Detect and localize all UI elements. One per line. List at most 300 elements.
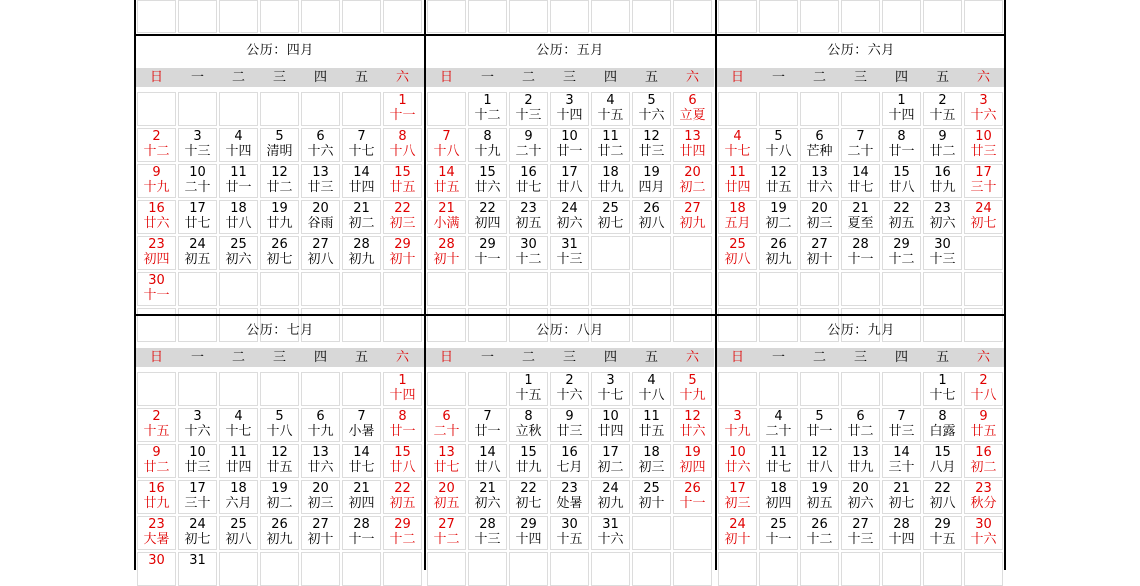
calendar-day-cell-empty (964, 0, 1003, 33)
lunar-date: 廿六 (806, 180, 833, 195)
calendar-day-cell (219, 236, 258, 270)
calendar-day-cell-empty (591, 272, 630, 306)
lunar-date: 十四 (225, 144, 252, 159)
day-number: 29 (934, 517, 951, 532)
calendar-day-cell-empty (964, 236, 1003, 270)
calendar-day-cell-empty (301, 552, 340, 586)
calendar-day-cell (137, 408, 176, 442)
calendar-day-cell-empty (509, 0, 548, 33)
lunar-date: 廿三 (970, 144, 997, 159)
day-number: 2 (152, 409, 161, 424)
calendar-day-cell (841, 128, 880, 162)
day-number: 8 (938, 409, 947, 424)
day-number: 14 (353, 165, 370, 180)
day-number: 27 (852, 517, 869, 532)
calendar-day-cell (219, 408, 258, 442)
weekday-header-row (136, 68, 424, 87)
calendar-day-cell (383, 236, 422, 270)
weekday-label: 二 (812, 350, 826, 365)
calendar-day-cell (509, 516, 548, 550)
lunar-date: 初九 (597, 496, 624, 511)
day-number: 26 (271, 517, 288, 532)
day-number: 22 (394, 481, 411, 496)
day-number: 30 (561, 517, 578, 532)
calendar-day-cell (882, 444, 921, 478)
day-number: 24 (561, 201, 578, 216)
lunar-date: 白露 (929, 424, 956, 439)
calendar-day-cell (468, 200, 507, 234)
calendar-day-cell (468, 128, 507, 162)
lunar-date: 初三 (724, 496, 751, 511)
calendar-day-cell-empty (178, 372, 217, 406)
weekday-label: 一 (771, 70, 785, 85)
day-number: 6 (688, 93, 697, 108)
calendar-day-cell (841, 200, 880, 234)
calendar-day-cell (673, 200, 712, 234)
lunar-date: 四月 (638, 180, 665, 195)
calendar-day-cell-empty (301, 272, 340, 306)
calendar-day-cell (800, 516, 839, 550)
lunar-date: 廿一 (556, 144, 583, 159)
calendar-day-cell (800, 444, 839, 478)
calendar-day-cell (673, 444, 712, 478)
lunar-date: 廿五 (266, 460, 293, 475)
calendar-day-cell (178, 128, 217, 162)
calendar-day-cell (632, 128, 671, 162)
calendar-day-cell (219, 444, 258, 478)
calendar-day-cell (342, 200, 381, 234)
weekday-label: 五 (935, 70, 949, 85)
calendar-day-cell (718, 128, 757, 162)
calendar-day-cell-empty (923, 552, 962, 586)
calendar-day-cell (468, 164, 507, 198)
lunar-date: 十六 (597, 532, 624, 547)
calendar-day-cell (137, 552, 176, 586)
lunar-date: 谷雨 (307, 216, 334, 231)
calendar-day-cell (841, 516, 880, 550)
calendar-day-cell (718, 164, 757, 198)
weekday-label: 日 (730, 70, 744, 85)
lunar-date: 初三 (638, 460, 665, 475)
calendar-day-cell (673, 372, 712, 406)
day-number: 26 (811, 517, 828, 532)
calendar-day-cell (841, 164, 880, 198)
lunar-date: 十九 (307, 424, 334, 439)
calendar-day-cell-empty (841, 272, 880, 306)
day-number: 18 (643, 445, 660, 460)
day-number: 2 (938, 93, 947, 108)
day-number: 1 (483, 93, 492, 108)
lunar-date: 十一 (474, 252, 501, 267)
calendar-day-cell (178, 444, 217, 478)
day-number: 19 (271, 201, 288, 216)
calendar-day-cell (550, 372, 589, 406)
lunar-date: 廿八 (225, 216, 252, 231)
weekday-label: 日 (439, 350, 453, 365)
calendar-day-cell-empty (841, 552, 880, 586)
day-number: 15 (479, 165, 496, 180)
lunar-date: 十九 (143, 180, 170, 195)
day-number: 26 (684, 481, 701, 496)
calendar-day-cell-empty (342, 552, 381, 586)
calendar-day-cell (841, 444, 880, 478)
lunar-date: 十二 (143, 144, 170, 159)
day-number: 1 (524, 373, 533, 388)
lunar-date: 廿五 (765, 180, 792, 195)
lunar-date: 廿五 (970, 424, 997, 439)
calendar-day-cell (468, 444, 507, 478)
calendar-day-cell (964, 128, 1003, 162)
day-number: 27 (312, 517, 329, 532)
day-number: 5 (688, 373, 697, 388)
day-number: 10 (602, 409, 619, 424)
lunar-date: 廿三 (184, 460, 211, 475)
calendar-day-cell (882, 92, 921, 126)
calendar-day-cell (301, 408, 340, 442)
day-number: 19 (684, 445, 701, 460)
calendar-day-cell (718, 200, 757, 234)
day-number: 29 (479, 237, 496, 252)
lunar-date: 廿二 (143, 460, 170, 475)
day-number: 25 (230, 517, 247, 532)
lunar-date: 三十 (970, 180, 997, 195)
lunar-date: 廿三 (638, 144, 665, 159)
lunar-date: 廿九 (847, 460, 874, 475)
lunar-date: 三十 (184, 496, 211, 511)
lunar-date: 十九 (679, 388, 706, 403)
calendar-day-cell (260, 408, 299, 442)
day-number: 23 (561, 481, 578, 496)
day-number: 8 (398, 129, 407, 144)
lunar-date: 初八 (929, 496, 956, 511)
lunar-date: 廿七 (184, 216, 211, 231)
day-number: 10 (729, 445, 746, 460)
calendar-day-cell (759, 164, 798, 198)
day-number: 8 (398, 409, 407, 424)
day-number: 16 (934, 165, 951, 180)
day-number: 14 (438, 165, 455, 180)
calendar-day-cell (882, 516, 921, 550)
weekday-label: 三 (562, 70, 576, 85)
day-number: 9 (938, 129, 947, 144)
calendar-day-cell-empty (800, 552, 839, 586)
lunar-date: 廿五 (638, 424, 665, 439)
calendar-day-cell-empty (964, 552, 1003, 586)
day-number: 30 (934, 237, 951, 252)
calendar-day-cell (178, 164, 217, 198)
calendar-day-cell (301, 480, 340, 514)
day-number: 27 (811, 237, 828, 252)
day-number: 11 (230, 445, 247, 460)
lunar-date: 十一 (143, 288, 170, 303)
calendar-day-cell (591, 128, 630, 162)
day-number: 27 (684, 201, 701, 216)
calendar-day-cell (260, 444, 299, 478)
calendar-day-cell (427, 164, 466, 198)
calendar-day-cell-empty (383, 272, 422, 306)
month-title: 公历：六月 (827, 43, 895, 58)
lunar-date: 廿六 (143, 216, 170, 231)
calendar-day-cell (427, 200, 466, 234)
calendar-day-cell (509, 372, 548, 406)
lunar-date: 十八 (389, 144, 416, 159)
lunar-date: 初六 (556, 216, 583, 231)
lunar-date: 廿四 (724, 180, 751, 195)
day-number: 7 (357, 409, 366, 424)
calendar-day-cell-empty (800, 0, 839, 33)
day-number: 23 (148, 237, 165, 252)
lunar-date: 十二 (515, 252, 542, 267)
day-number: 7 (357, 129, 366, 144)
calendar-day-cell (632, 164, 671, 198)
frame-horizontal-line (134, 314, 1006, 316)
lunar-date: 初八 (638, 216, 665, 231)
calendar-day-cell-empty (260, 372, 299, 406)
calendar-day-cell-empty (468, 272, 507, 306)
calendar-day-cell (882, 128, 921, 162)
day-number: 9 (152, 165, 161, 180)
calendar-day-cell-empty (673, 516, 712, 550)
day-number: 6 (442, 409, 451, 424)
weekday-label: 四 (603, 70, 617, 85)
day-number: 28 (353, 517, 370, 532)
day-number: 16 (148, 201, 165, 216)
calendar-day-cell (509, 164, 548, 198)
calendar-day-cell-empty (383, 0, 422, 33)
day-number: 13 (852, 445, 869, 460)
calendar-day-cell (219, 480, 258, 514)
calendar-day-cell-empty (718, 372, 757, 406)
calendar-day-cell-empty (427, 272, 466, 306)
calendar-day-cell (964, 480, 1003, 514)
day-number: 21 (438, 201, 455, 216)
calendar-day-cell-empty (427, 92, 466, 126)
lunar-date: 十九 (474, 144, 501, 159)
lunar-date: 二十 (515, 144, 542, 159)
lunar-date: 初四 (474, 216, 501, 231)
lunar-date: 廿二 (929, 144, 956, 159)
calendar-day-cell-empty (178, 0, 217, 33)
weekday-label: 四 (894, 70, 908, 85)
lunar-date: 廿七 (765, 460, 792, 475)
day-number: 13 (312, 165, 329, 180)
calendar-day-cell-empty (219, 552, 258, 586)
calendar-day-cell (841, 480, 880, 514)
lunar-date: 十四 (888, 532, 915, 547)
month-title: 公历：四月 (246, 43, 314, 58)
day-number: 1 (938, 373, 947, 388)
calendar-day-cell (964, 164, 1003, 198)
calendar-day-cell (427, 444, 466, 478)
calendar-day-cell (383, 372, 422, 406)
day-number: 21 (353, 201, 370, 216)
day-number: 3 (733, 409, 742, 424)
calendar-day-cell (759, 444, 798, 478)
calendar-day-cell-empty (260, 92, 299, 126)
lunar-date: 廿七 (433, 460, 460, 475)
weekday-label: 二 (812, 70, 826, 85)
lunar-date: 初九 (765, 252, 792, 267)
calendar-day-cell (137, 516, 176, 550)
calendar-day-cell-empty (342, 272, 381, 306)
day-number: 12 (643, 129, 660, 144)
weekday-label: 一 (190, 350, 204, 365)
calendar-day-cell-empty (427, 552, 466, 586)
calendar-day-cell (800, 200, 839, 234)
day-number: 18 (729, 201, 746, 216)
day-number: 29 (394, 237, 411, 252)
lunar-date: 廿五 (389, 180, 416, 195)
calendar-day-cell (383, 444, 422, 478)
weekday-label: 二 (231, 70, 245, 85)
calendar-day-cell (632, 408, 671, 442)
lunar-date: 十五 (143, 424, 170, 439)
calendar-day-cell-empty (673, 0, 712, 33)
lunar-date: 廿一 (389, 424, 416, 439)
lunar-date: 十二 (433, 532, 460, 547)
day-number: 11 (643, 409, 660, 424)
calendar-day-cell (591, 480, 630, 514)
calendar-day-cell (718, 480, 757, 514)
calendar-day-cell (632, 444, 671, 478)
day-number: 23 (520, 201, 537, 216)
lunar-date: 廿八 (389, 460, 416, 475)
day-number: 22 (394, 201, 411, 216)
month-title: 公历：七月 (246, 323, 314, 338)
lunar-date: 初七 (515, 496, 542, 511)
day-number: 30 (148, 273, 165, 288)
calendar-day-cell-empty (342, 92, 381, 126)
lunar-date: 廿九 (597, 180, 624, 195)
calendar-day-cell-empty (759, 0, 798, 33)
lunar-date: 十五 (929, 108, 956, 123)
lunar-date: 七月 (556, 460, 583, 475)
day-number: 15 (893, 165, 910, 180)
calendar-day-cell-empty (550, 272, 589, 306)
calendar-day-cell-empty (718, 0, 757, 33)
calendar-day-cell-empty (759, 92, 798, 126)
day-number: 3 (565, 93, 574, 108)
calendar-day-cell (882, 200, 921, 234)
lunar-date: 初九 (266, 532, 293, 547)
lunar-date: 廿六 (679, 424, 706, 439)
calendar-day-cell (800, 408, 839, 442)
calendar-day-cell-empty (800, 92, 839, 126)
lunar-date: 十六 (556, 388, 583, 403)
calendar-day-cell (427, 408, 466, 442)
calendar-day-cell (923, 480, 962, 514)
weekday-header-row (426, 348, 714, 367)
day-number: 4 (647, 373, 656, 388)
lunar-date: 十三 (515, 108, 542, 123)
day-number: 6 (316, 409, 325, 424)
lunar-date: 廿八 (888, 180, 915, 195)
lunar-date: 六月 (225, 496, 252, 511)
lunar-date: 初六 (225, 252, 252, 267)
calendar-day-cell (673, 128, 712, 162)
lunar-date: 十二 (389, 532, 416, 547)
calendar-day-cell-empty (882, 372, 921, 406)
calendar-day-cell-empty (427, 0, 466, 33)
lunar-date: 初二 (266, 496, 293, 511)
calendar-day-cell (137, 480, 176, 514)
calendar-day-cell (468, 92, 507, 126)
lunar-date: 小暑 (348, 424, 375, 439)
calendar-day-cell (550, 480, 589, 514)
calendar-day-cell-empty (882, 552, 921, 586)
calendar-day-cell (383, 200, 422, 234)
day-number: 11 (602, 129, 619, 144)
lunar-date: 初七 (888, 496, 915, 511)
calendar-day-cell (260, 200, 299, 234)
day-number: 18 (230, 201, 247, 216)
day-number: 18 (230, 481, 247, 496)
day-number: 2 (565, 373, 574, 388)
calendar-day-cell (673, 164, 712, 198)
weekday-header-row (717, 348, 1005, 367)
lunar-date: 十四 (389, 388, 416, 403)
calendar-day-cell-empty (137, 372, 176, 406)
lunar-date: 十五 (515, 388, 542, 403)
calendar-day-cell-empty (673, 236, 712, 270)
weekday-label: 三 (853, 350, 867, 365)
day-number: 28 (353, 237, 370, 252)
day-number: 1 (398, 373, 407, 388)
weekday-label: 五 (935, 350, 949, 365)
calendar-day-cell (260, 516, 299, 550)
calendar-day-cell (383, 164, 422, 198)
day-number: 25 (230, 237, 247, 252)
lunar-date: 廿二 (597, 144, 624, 159)
lunar-date: 廿一 (225, 180, 252, 195)
calendar-day-cell-empty (673, 552, 712, 586)
calendar-day-cell (632, 372, 671, 406)
day-number: 24 (189, 517, 206, 532)
weekday-label: 三 (562, 350, 576, 365)
calendar-day-cell (591, 200, 630, 234)
day-number: 17 (602, 445, 619, 460)
weekday-label: 四 (603, 350, 617, 365)
lunar-date: 十一 (765, 532, 792, 547)
month-title: 公历：九月 (827, 323, 895, 338)
calendar-day-cell-empty (923, 272, 962, 306)
weekday-label: 三 (272, 70, 286, 85)
day-number: 9 (565, 409, 574, 424)
day-number: 3 (193, 129, 202, 144)
lunar-date: 十五 (556, 532, 583, 547)
calendar-day-cell (178, 552, 217, 586)
lunar-date: 廿五 (433, 180, 460, 195)
day-number: 13 (684, 129, 701, 144)
day-number: 26 (770, 237, 787, 252)
calendar-day-cell (632, 200, 671, 234)
lunar-date: 小满 (433, 216, 460, 231)
weekday-label: 四 (894, 350, 908, 365)
calendar-day-cell-empty (301, 92, 340, 126)
lunar-date: 十六 (184, 424, 211, 439)
day-number: 15 (394, 445, 411, 460)
lunar-date: 五月 (724, 216, 751, 231)
day-number: 24 (602, 481, 619, 496)
weekday-label: 日 (149, 70, 163, 85)
lunar-date: 廿七 (348, 460, 375, 475)
weekday-label: 一 (480, 70, 494, 85)
calendar-day-cell (137, 128, 176, 162)
calendar-day-cell-empty (468, 372, 507, 406)
calendar-day-cell-empty (260, 0, 299, 33)
month-title: 公历：五月 (536, 43, 604, 58)
lunar-date: 初八 (225, 532, 252, 547)
